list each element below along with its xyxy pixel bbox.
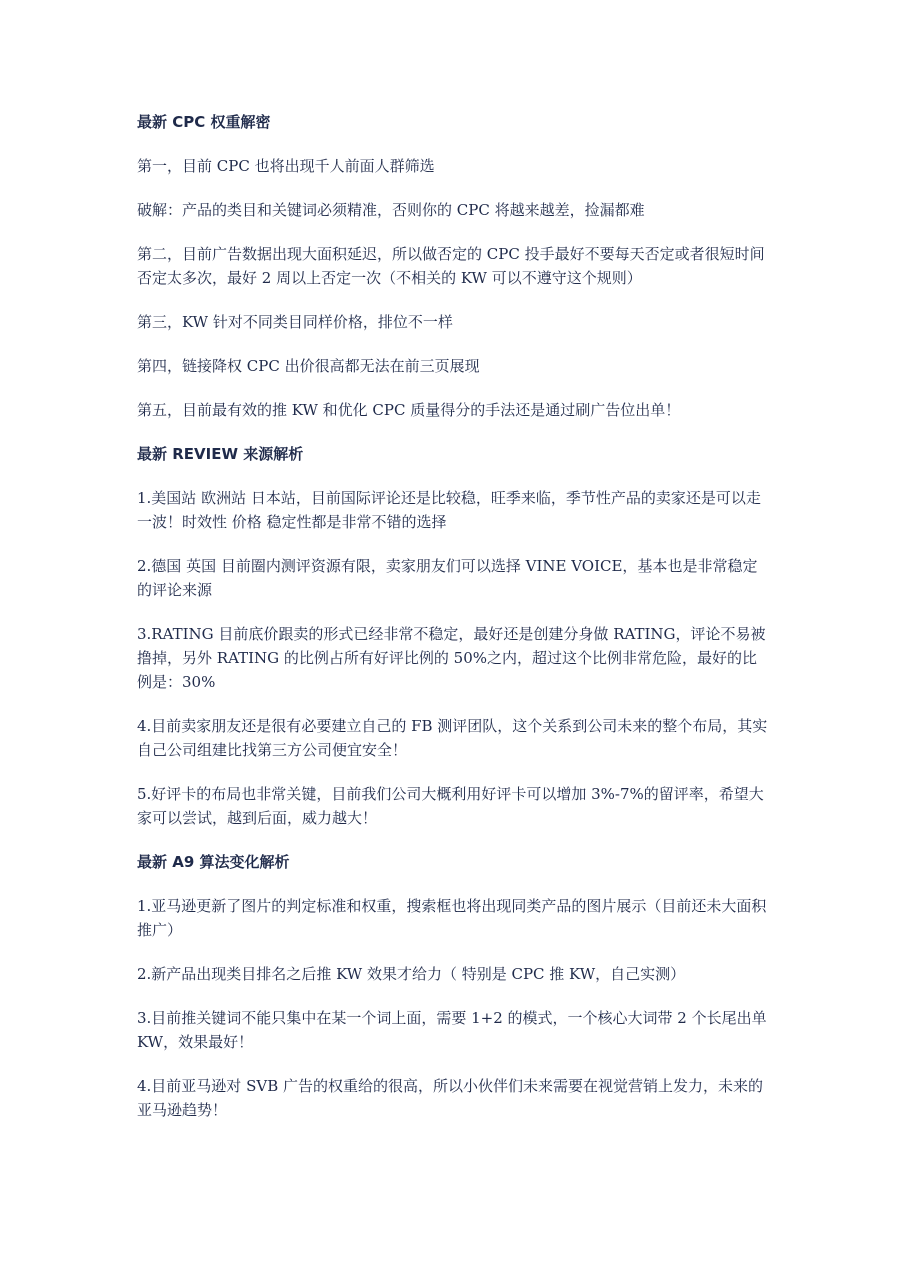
paragraph: 2.新产品出现类目排名之后推 KW 效果才给力（ 特别是 CPC 推 KW，自己实测） <box>137 965 686 983</box>
section-heading-a9: 最新 A9 算法变化解析 <box>137 853 290 871</box>
paragraph: 第五，目前最有效的推 KW 和优化 CPC 质量得分的手法还是通过刷广告位出单！ <box>137 401 681 419</box>
paragraph: 5.好评卡的布局也非常关键，目前我们公司大概利用好评卡可以增加 3%-7%的留评率，希望大家可以尝试，越到后面，威力越大！ <box>137 785 764 827</box>
section-heading-cpc: 最新 CPC 权重解密 <box>137 113 271 131</box>
paragraph: 第三，KW 针对不同类目同样价格，排位不一样 <box>137 313 453 331</box>
paragraph: 3.RATING 目前底价跟卖的形式已经非常不稳定，最好还是创建分身做 RATING，评论不易被撸掉，另外 RATING 的比例占所有好评比例的 50%之内，超过这个比例非常危险，最好的比例是：30% <box>137 625 766 691</box>
section-a9 <box>137 850 769 1122</box>
paragraph: 1.美国站 欧洲站 日本站，目前国际评论还是比较稳，旺季来临，季节性产品的卖家还是可以走一波！时效性 价格 稳定性都是非常不错的选择 <box>137 489 761 531</box>
paragraph: 4.目前卖家朋友还是很有必要建立自己的 FB 测评团队，这个关系到公司未来的整个布局，其实自己公司组建比找第三方公司便宜安全！ <box>137 717 768 759</box>
paragraph: 3.目前推关键词不能只集中在某一个词上面，需要 1+2 的模式，一个核心大词带 2 个长尾出单 KW，效果最好！ <box>137 1009 767 1051</box>
paragraph: 1.亚马逊更新了图片的判定标准和权重，搜索框也将出现同类产品的图片展示（目前还未大面积推广） <box>137 897 767 939</box>
paragraph: 第一，目前 CPC 也将出现千人前面人群筛选 <box>137 157 435 175</box>
paragraph: 4.目前亚马逊对 SVB 广告的权重给的很高，所以小伙伴们未来需要在视觉营销上发力，未来的亚马逊趋势！ <box>137 1077 763 1119</box>
paragraph: 2.德国 英国 目前圈内测评资源有限，卖家朋友们可以选择 VINE VOICE，基本也是非常稳定的评论来源 <box>137 557 758 599</box>
document-page <box>137 110 769 1142</box>
section-heading-review: 最新 REVIEW 来源解析 <box>137 445 304 463</box>
paragraph: 破解：产品的类目和关键词必须精准，否则你的 CPC 将越来越差，捡漏都难 <box>137 201 645 219</box>
paragraph: 第二，目前广告数据出现大面积延迟，所以做否定的 CPC 投手最好不要每天否定或者很短时间否定太多次，最好 2 周以上否定一次（不相关的 KW 可以不遵守这个规则） <box>137 245 765 287</box>
section-review <box>137 442 769 830</box>
paragraph: 第四，链接降权 CPC 出价很高都无法在前三页展现 <box>137 357 480 375</box>
section-cpc <box>137 110 769 422</box>
